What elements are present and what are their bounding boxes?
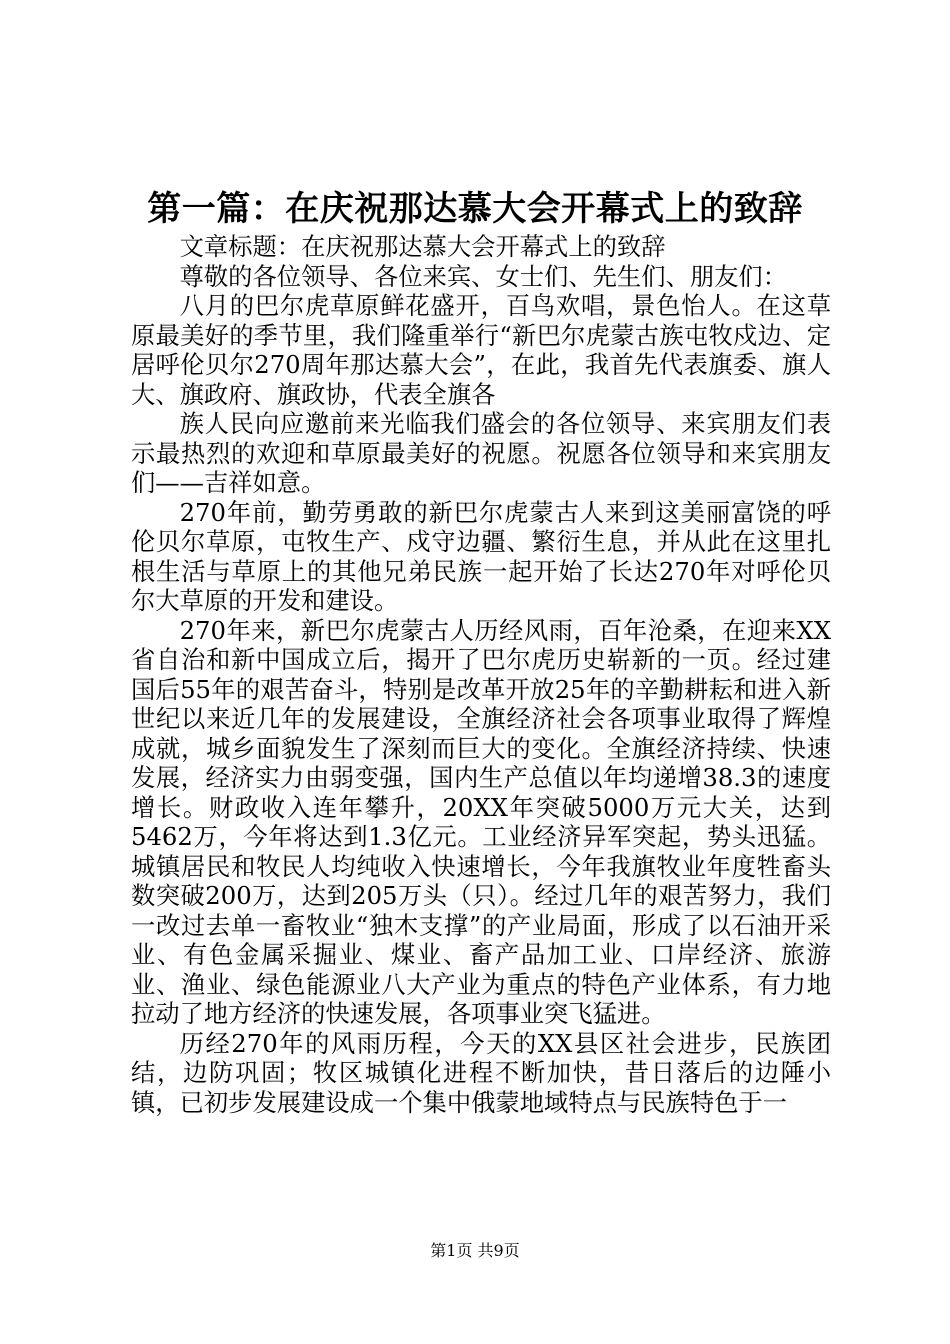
page-footer: 第1页 共9页 bbox=[430, 1241, 520, 1260]
salutation: 尊敬的各位领导、各位来宾、女士们、先生们、朋友们： bbox=[179, 261, 788, 291]
paragraph: 八月的巴尔虎草原鲜花盛开，百鸟欢唱，景色怡人。在这草原最美好的季节里，我们隆重举行“新巴尔虎蒙古族屯牧戍边、定居呼伦贝尔270周年那达慕大会”，在此，我首先代表旗委、旗人大、旗政府、旗政协，代表全旗各 bbox=[131, 291, 831, 409]
article-title-line: 文章标题：在庆祝那达慕大会开幕式上的致辞 bbox=[179, 232, 666, 261]
paragraph: 族人民向应邀前来光临我们盛会的各位领导、来宾朋友们表示最热烈的欢迎和草原最美好的祝愿。祝愿各位领导和来宾朋友们——吉祥如意。 bbox=[131, 409, 831, 497]
document-body bbox=[131, 232, 831, 1117]
paragraph: 历经270年的风雨历程，今天的XX县区社会进步，民族团结，边防巩固；牧区城镇化进程不断加快，昔日落后的边陲小镇，已初步发展建设成一个集中俄蒙地域特点与民族特色于一 bbox=[131, 1028, 831, 1117]
document-title: 第一篇：在庆祝那达慕大会开幕式上的致辞 bbox=[147, 189, 803, 229]
paragraph: 270年来，新巴尔虎蒙古人历经风雨，百年沧桑，在迎来XX省自治和新中国成立后，揭开了巴尔虎历史崭新的一页。经过建国后55年的艰苦奋斗，特别是改革开放25年的辛勤耕耘和进入新世纪以来近几年的发展建设，全旗经济社会各项事业取得了辉煌成就，城乡面貌发生了深刻而巨大的变化。全旗经济持续、快速发展，经济实力由弱变强，国内生产总值以年均递增38.3的速度增长。财政收入连年攀升，20XX年突破5000万元大关，达到5462万，今年将达到1.3亿元。工业经济异军突起，势头迅猛。城镇居民和牧民人均纯收入快速增长，今年我旗牧业年度牲畜头数突破200万，达到205万头（只）。经过几年的艰苦努力，我们一改过去单一畜牧业“独木支撑”的产业局面，形成了以石油开采业、有色金属采掘业、煤业、畜产品加工业、口岸经济、旅游业、渔业、绿色能源业八大产业为重点的特色产业体系，有力地拉动了地方经济的快速发展，各项事业突飞猛进。 bbox=[131, 615, 831, 1028]
paragraph: 270年前，勤劳勇敢的新巴尔虎蒙古人来到这美丽富饶的呼伦贝尔草原，屯牧生产、戍守边疆、繁衍生息，并从此在这里扎根生活与草原上的其他兄弟民族一起开始了长达270年对呼伦贝尔大草原的开发和建设。 bbox=[131, 497, 831, 615]
